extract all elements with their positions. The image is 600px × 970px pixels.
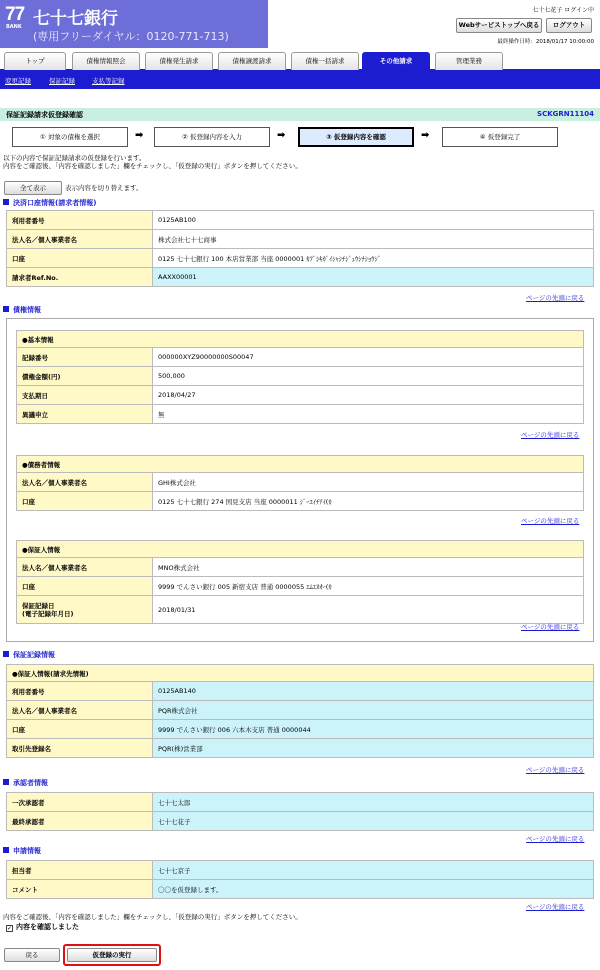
page-top-link[interactable]: ページの先頭に戻る [526, 766, 585, 774]
section-square-icon [3, 199, 9, 205]
step-select-claim: ① 対象の債権を選択 [12, 127, 128, 147]
bank-name: 七十七銀行 [33, 9, 118, 29]
table-row: 異議申立 無 [17, 405, 584, 424]
page-title: 保証記録請求仮登録確認 [6, 111, 83, 119]
page-top-link[interactable]: ページの先頭に戻る [526, 294, 585, 302]
subnav-change-record[interactable]: 変更記録 [5, 77, 31, 85]
claim-basic-table [16, 330, 584, 424]
section-request-title: 申請情報 [3, 846, 41, 856]
table-row: 担当者 七十七京子 [7, 861, 594, 880]
back-button[interactable]: 戻る [4, 948, 60, 962]
table-row: 法人名／個人事業者名 PQR株式会社 [7, 701, 594, 720]
claim-debtor-table [16, 455, 584, 511]
confirm-checkbox-label: 内容を確認しました [16, 923, 79, 931]
table-row: 口座 0125 七十七銀行 100 本店営業部 当座 0000001 ｶﾌﾞｼｷｶﾞｲｼｬｼﾁｼﾞｭｳｼﾁｼｮｳｼﾞ [7, 249, 594, 268]
table-row: 保証記録日 (電子記録年月日) 2018/01/31 [17, 596, 584, 624]
tab-claim-issue[interactable]: 債権発生請求 [145, 52, 213, 70]
tab-claim-inquiry[interactable]: 債権情報照会 [72, 52, 140, 70]
table-row: 支払期日 2018/04/27 [17, 386, 584, 405]
confirm-checkbox-row[interactable] [6, 922, 79, 932]
table-row: 法人名／個人事業者名 株式会社七十七商事 [7, 230, 594, 249]
intro-text-2: 内容をご確認後、「内容を確認しました」欄をチェックし、「仮登録の実行」ボタンを押してください。 [3, 162, 302, 170]
table-row: 利用者番号 0125AB140 [7, 682, 594, 701]
subnav-guarantee-record[interactable]: 保証記録 [49, 77, 75, 85]
section-guarantee-title: 保証記録情報 [3, 650, 55, 660]
table-row: 法人名／個人事業者名 MNO株式会社 [17, 558, 584, 577]
table-row: 一次承認者 七十七太郎 [7, 793, 594, 812]
section-settlement-title: 決済口座情報(請求者情報) [3, 198, 96, 208]
intro-text-1: 以下の内容で保証記録請求の仮登録を行います。 [3, 154, 146, 162]
table-row: 請求者Ref.No. AAXX00001 [7, 268, 594, 287]
sub-navigation [0, 72, 600, 89]
step-arrow-icon: ➡ [421, 130, 430, 141]
table-row: 最終承認者 七十七花子 [7, 812, 594, 831]
section-square-icon [3, 779, 9, 785]
tab-claim-bulk[interactable]: 債権一括請求 [291, 52, 359, 70]
step-arrow-icon: ➡ [135, 130, 144, 141]
screen-code: SCKGRN11104 [537, 110, 594, 118]
show-all-note: 表示内容を切り替えます。 [65, 184, 143, 192]
logo-number: 77 [5, 4, 25, 25]
page-top-link[interactable]: ページの先頭に戻る [526, 903, 585, 911]
table-row: 記録番号 000000XYZ90000000S00047 [17, 348, 584, 367]
section-square-icon [3, 306, 9, 312]
logout-button[interactable]: ログアウト [546, 18, 592, 33]
tab-top[interactable]: トップ [4, 52, 66, 70]
table-row: コメント 〇〇を仮登録します。 [7, 880, 594, 899]
page-top-link[interactable]: ページの先頭に戻る [521, 623, 580, 631]
subnav-payment-record[interactable]: 支払等記録 [92, 77, 125, 85]
execute-provisional-registration-button[interactable]: 仮登録の実行 [67, 948, 157, 962]
logo-bank-text: BANK [6, 24, 22, 30]
header [0, 0, 600, 48]
last-operation-time: 最終操作日時：2018/01/17 10:00:00 [497, 39, 594, 45]
web-service-top-button[interactable]: Webサービストップへ戻る [456, 18, 542, 33]
tab-claim-transfer[interactable]: 債権譲渡請求 [218, 52, 286, 70]
guarantee-table [6, 664, 594, 758]
step-complete: ④ 仮登録完了 [442, 127, 558, 147]
page-title-bar [0, 108, 600, 121]
freedial-number: (専用フリーダイヤル：0120-771-713) [33, 30, 229, 43]
table-row: 利用者番号 0125AB100 [7, 211, 594, 230]
bottom-instruction: 内容をご確認後、「内容を確認しました」欄をチェックし、「仮登録の実行」ボタンを押してください。 [3, 913, 302, 921]
table-row: ●保証人情報 [17, 541, 584, 558]
user-status: 七十七花子 ログイン中 [532, 7, 594, 14]
settlement-table [6, 210, 594, 287]
table-row: ●保証人情報(請求先情報) [7, 665, 594, 682]
table-row: 口座 0125 七十七銀行 274 国見支店 当座 0000011 ｼﾞｰｴｲﾁｱｲ(ｶ [17, 492, 584, 511]
section-square-icon [3, 651, 9, 657]
main-tabs [0, 48, 600, 72]
step-arrow-icon: ➡ [277, 130, 286, 141]
table-row: 口座 9999 でんさい銀行 005 新宿支店 普通 0000055 ｴﾑｴﾇｵｰ(ｶ [17, 577, 584, 596]
page-top-link[interactable]: ページの先頭に戻る [521, 517, 580, 525]
table-row: 取引先登録名 PQR(株)営業部 [7, 739, 594, 758]
section-claim-title: 債権情報 [3, 305, 41, 315]
table-row: 口座 9999 でんさい銀行 006 六本木支店 普通 0000044 [7, 720, 594, 739]
confirm-checkbox[interactable]: ✓ [7, 925, 13, 932]
table-row: ●基本情報 [17, 331, 584, 348]
show-all-button[interactable]: 全て表示 [4, 181, 62, 195]
tab-management[interactable]: 管理業務 [435, 52, 503, 70]
section-square-icon [3, 847, 9, 853]
section-approver-title: 承認者情報 [3, 778, 48, 788]
table-row: ●債務者情報 [17, 456, 584, 473]
step-confirm-content: ③ 仮登録内容を確認 [298, 127, 414, 147]
table-row: 法人名／個人事業者名 GHI株式会社 [17, 473, 584, 492]
page-top-link[interactable]: ページの先頭に戻る [526, 835, 585, 843]
claim-guarantor-table [16, 540, 584, 624]
bank-logo [0, 0, 268, 48]
tab-other-requests[interactable]: その他請求 [362, 52, 430, 70]
page-top-link[interactable]: ページの先頭に戻る [521, 431, 580, 439]
table-row: 債権金額(円) 500,000 [17, 367, 584, 386]
request-table [6, 860, 594, 899]
approver-table [6, 792, 594, 831]
step-input-content: ② 仮登録内容を入力 [154, 127, 270, 147]
